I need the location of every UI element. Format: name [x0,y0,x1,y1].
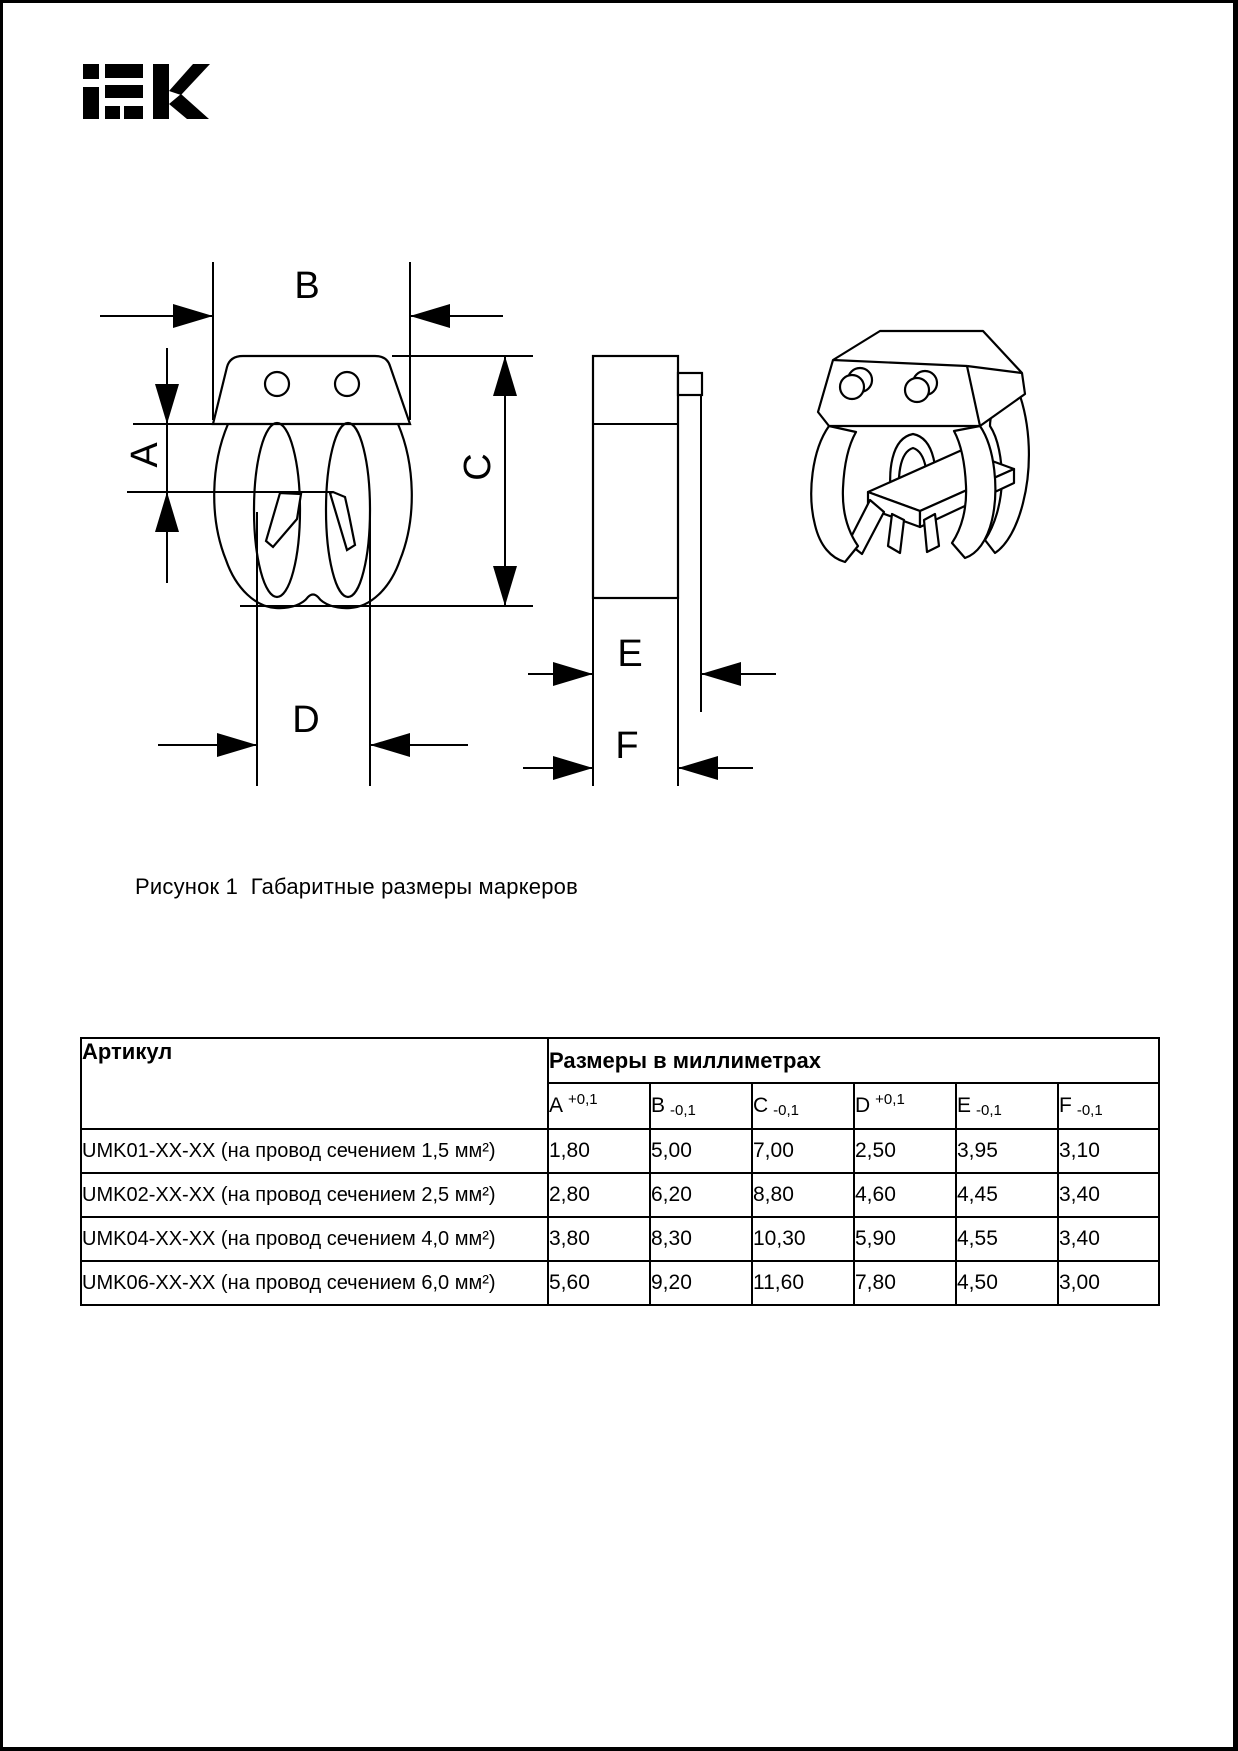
value-cell: 3,80 [548,1217,650,1261]
value-cell: 4,55 [956,1217,1058,1261]
arrowhead [493,356,517,396]
dim-tolerance: -0,1 [670,1102,696,1119]
article-cell: UMK01-XX-XX (на провод сечением 1,5 мм²) [81,1129,548,1173]
value-cell: 6,20 [650,1173,752,1217]
value-cell: 3,95 [956,1129,1058,1173]
arrowhead [701,662,741,686]
dim-letter: E [957,1094,972,1117]
arrowhead [678,756,718,780]
dim-tolerance: +0,1 [875,1091,905,1108]
arrowhead [155,384,179,424]
value-cell: 5,00 [650,1129,752,1173]
marker-tooth-left [266,493,301,547]
marker-legs-outline [214,424,412,608]
table-row [81,1261,1159,1305]
value-cell: 2,50 [854,1129,956,1173]
table-header-row-1 [81,1038,1159,1083]
marker-cap-front [213,356,410,424]
dim-letter: B [651,1094,666,1117]
marker-tab-side [678,373,702,395]
value-cell: 7,80 [854,1261,956,1305]
figure-caption: Рисунок 1 Габаритные размеры маркеров [135,874,578,899]
dim-letter: A [549,1094,564,1117]
value-cell: 5,90 [854,1217,956,1261]
marker-hole-right [335,372,359,396]
article-cell: UMK04-XX-XX (на провод сечением 4,0 мм²) [81,1217,548,1261]
value-cell: 10,30 [752,1217,854,1261]
value-cell: 3,00 [1058,1261,1159,1305]
dimension-E [528,633,776,686]
col-header-E [956,1083,1058,1129]
value-cell: 4,60 [854,1173,956,1217]
dimension-A [124,348,179,583]
arrowhead [553,756,593,780]
value-cell: 5,60 [548,1261,650,1305]
arrowhead [370,733,410,757]
dimension-D [158,512,468,786]
dimension-F [523,725,753,780]
arrowhead [410,304,450,328]
col-header-D [854,1083,956,1129]
value-cell: 4,50 [956,1261,1058,1305]
iso-hole-right-front [905,378,929,402]
value-cell: 3,40 [1058,1173,1159,1217]
marker-hole-left [265,372,289,396]
value-cell: 7,00 [752,1129,854,1173]
col-header-B [650,1083,752,1129]
table-row [81,1129,1159,1173]
col-header-article: Артикул [81,1038,548,1129]
iso-front-leg-left [811,426,858,562]
arrowhead [155,492,179,532]
dim-label-A: A [124,442,166,468]
article-cell: UMK06-XX-XX (на провод сечением 6,0 мм²) [81,1261,548,1305]
value-cell: 2,80 [548,1173,650,1217]
iso-hole-left-front [840,375,864,399]
side-view [593,356,702,786]
iso-claw-foot-right [924,514,939,552]
dim-tolerance: -0,1 [976,1102,1002,1119]
col-header-C [752,1083,854,1129]
arrowhead [493,566,517,606]
value-cell: 4,45 [956,1173,1058,1217]
marker-body-side [593,356,678,598]
value-cell: 9,20 [650,1261,752,1305]
value-cell: 3,40 [1058,1217,1159,1261]
value-cell: 11,60 [752,1261,854,1305]
arrowhead [173,304,213,328]
dim-letter: D [855,1094,871,1117]
value-cell: 8,30 [650,1217,752,1261]
dim-tolerance: -0,1 [1076,1102,1103,1119]
table-row [81,1217,1159,1261]
dim-letter: C [753,1094,769,1117]
col-header-sizes: Размеры в миллиметрах [548,1038,1159,1083]
dim-label-F: F [615,725,639,767]
arrowhead [217,733,257,757]
iso-view [811,331,1029,562]
dimensions-table [80,1037,1160,1306]
dim-label-B: B [294,265,320,307]
marker-tooth-right [330,492,355,550]
article-cell: UMK02-XX-XX (на провод сечением 2,5 мм²) [81,1173,548,1217]
value-cell: 8,80 [752,1173,854,1217]
arrowhead [553,662,593,686]
dim-label-D: D [292,699,320,741]
dim-label-E: E [617,633,643,675]
dim-tolerance: -0,1 [773,1102,800,1119]
iso-claw-foot-left [888,514,904,553]
value-cell: 1,80 [548,1129,650,1173]
col-header-F [1058,1083,1159,1129]
figure-drawing [0,0,1238,840]
dim-label-C: C [457,453,499,481]
dim-tolerance: +0,1 [568,1091,598,1108]
col-header-A [548,1083,650,1129]
value-cell: 3,10 [1058,1129,1159,1173]
table-row [81,1173,1159,1217]
dim-letter: F [1059,1094,1072,1117]
